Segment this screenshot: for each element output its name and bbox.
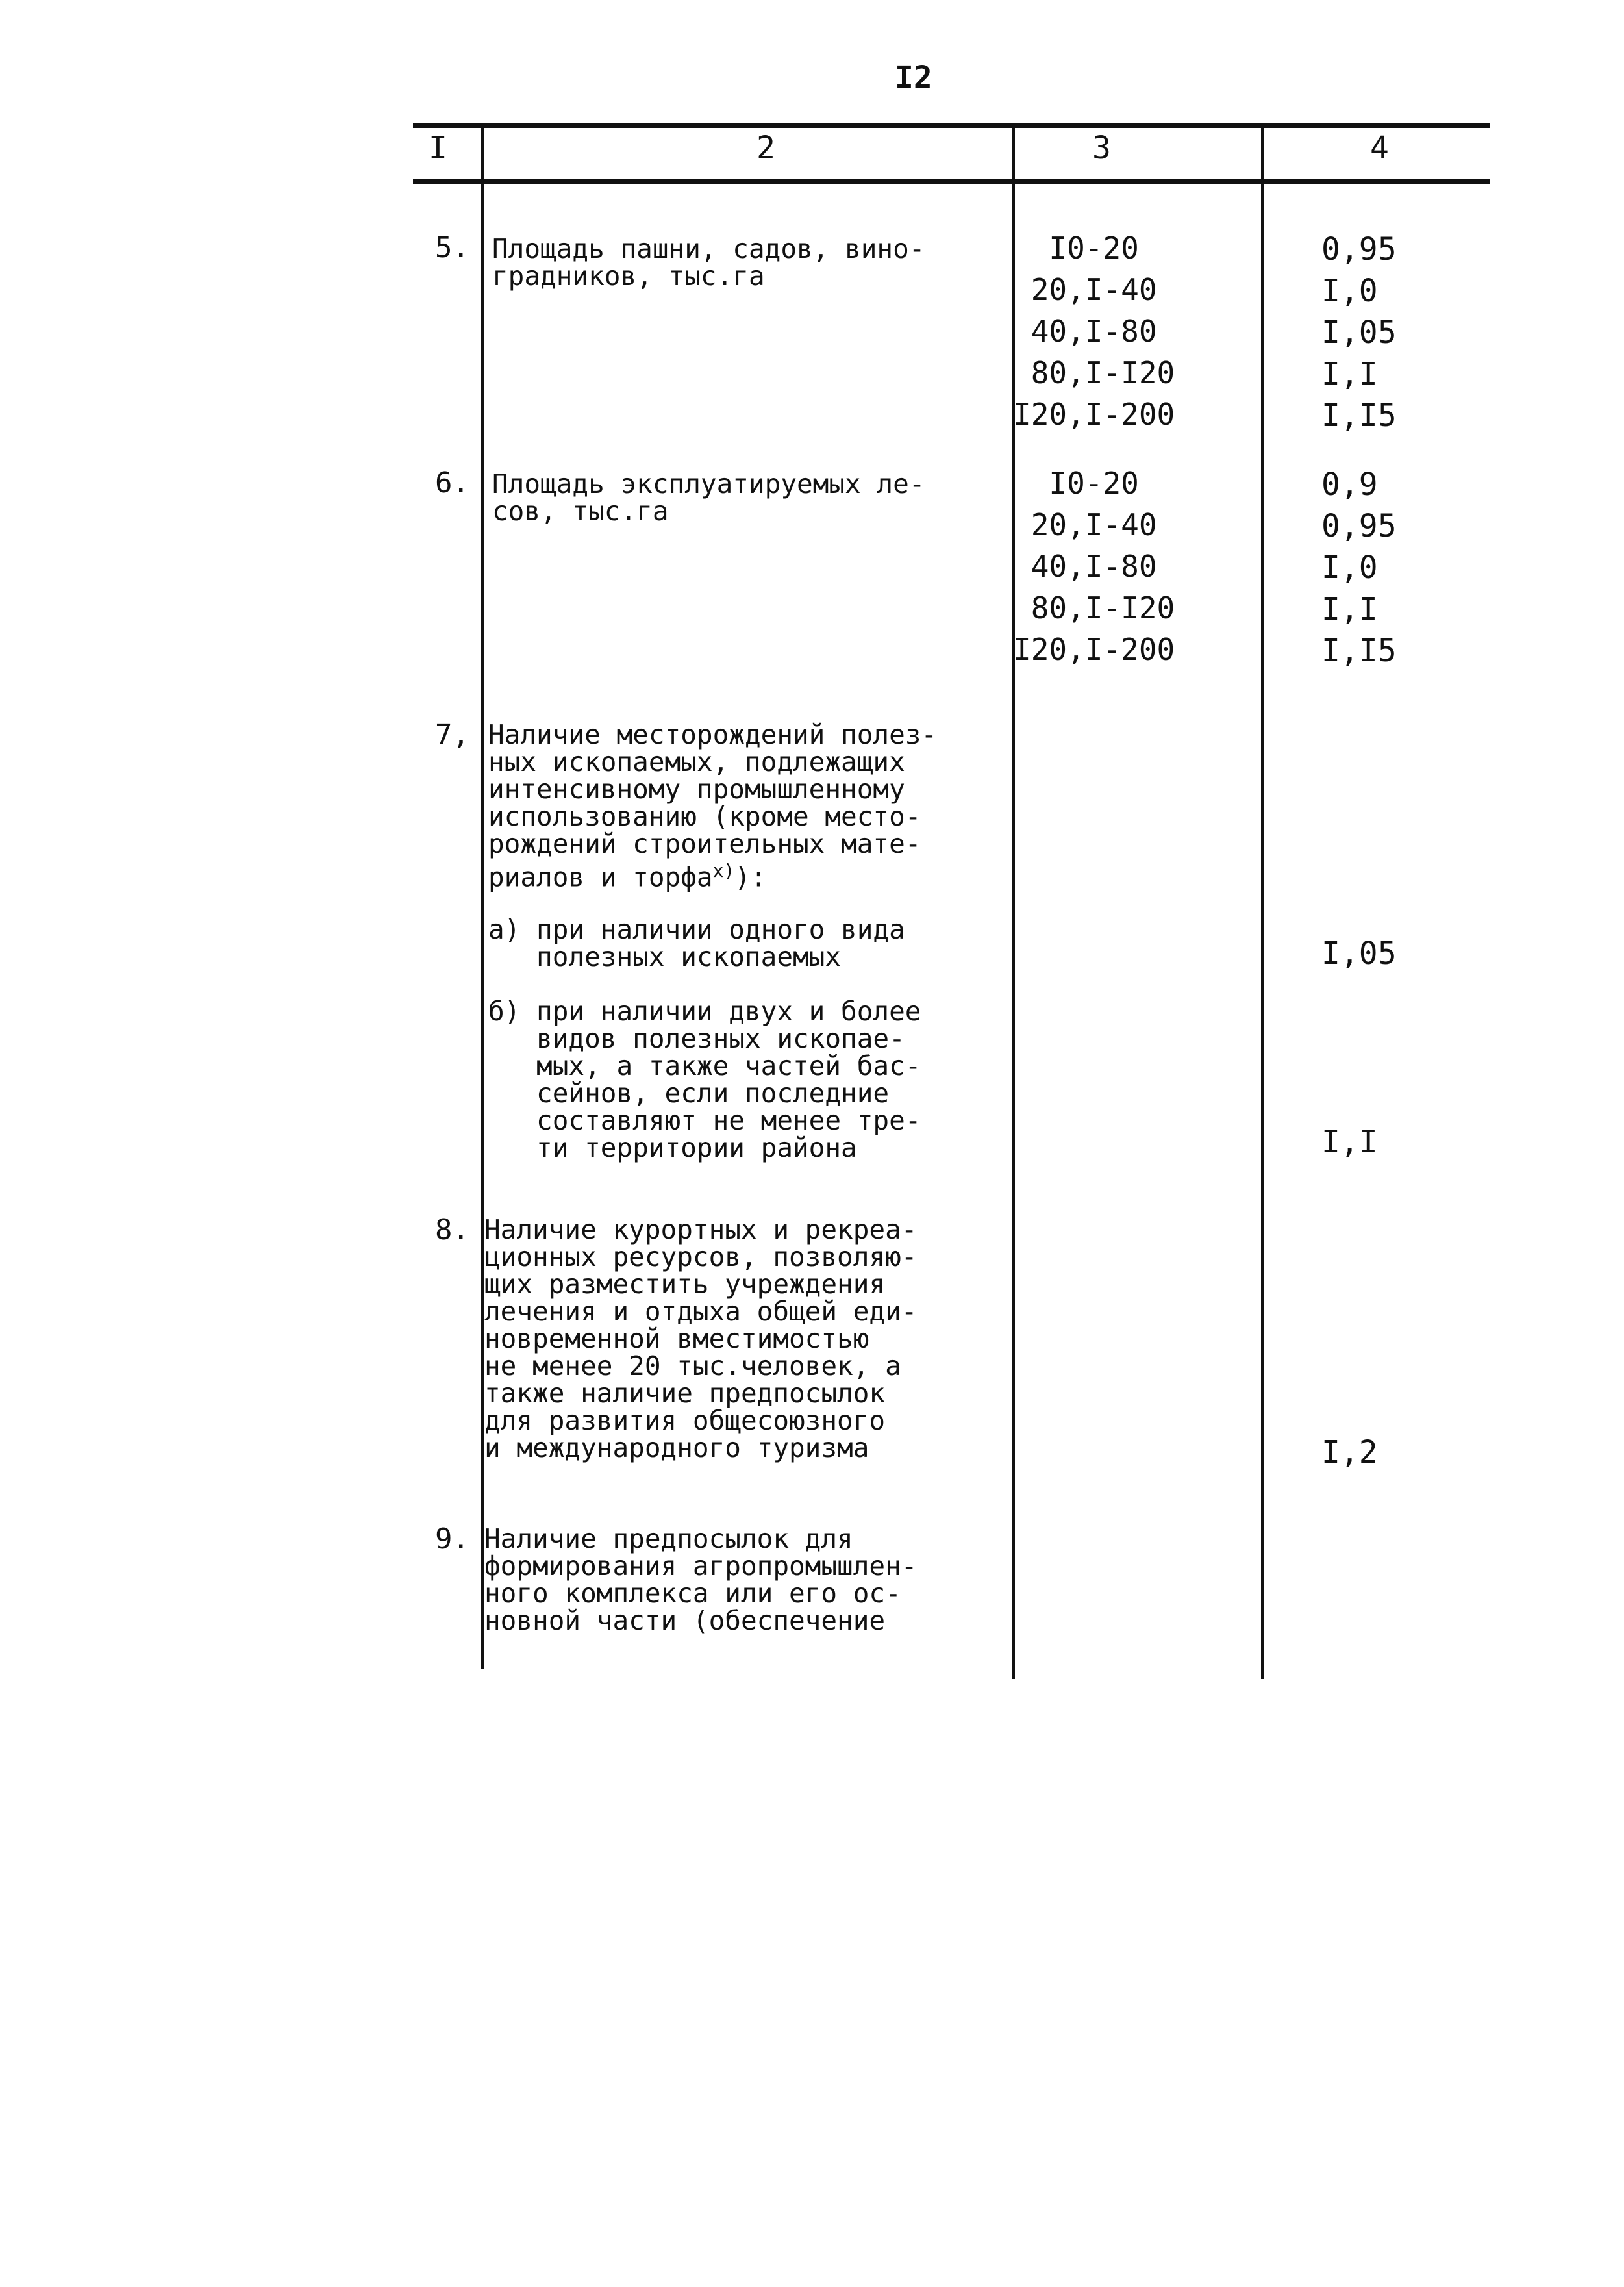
column-header-1: I [429, 130, 447, 166]
column-header-4: 4 [1370, 130, 1389, 166]
row-5-description: Площадь пашни, садов, вино- градников, тыс.га [492, 233, 925, 292]
row-8-coefficient: I,2 [1321, 1434, 1378, 1471]
row-5-coefficients: 0,95 I,0 I,05 I,I I,I5 [1321, 231, 1397, 434]
row-7b-coefficient: I,I [1321, 1124, 1378, 1160]
row-number-5: 5. [435, 231, 469, 264]
header-bottom-rule [413, 179, 1490, 184]
row-number-7: 7, [435, 718, 469, 752]
page-number: I2 [895, 60, 932, 96]
row-6-coefficients: 0,9 0,95 I,0 I,I I,I5 [1321, 466, 1397, 669]
row-6-ranges: I0-20 20,I-40 40,I-80 80,I-I20 I20,I-200 [1013, 466, 1175, 667]
row-6-description: Площадь эксплуатируемых ле- сов, тыс.га [492, 468, 925, 527]
column-divider-3 [1261, 123, 1264, 1679]
row-number-8: 8. [435, 1213, 469, 1246]
table-top-rule [413, 123, 1490, 128]
column-header-2: 2 [756, 130, 775, 166]
row-7-sub-a: а) при наличии одного вида полезных ископаемых [488, 914, 905, 972]
column-divider-1 [481, 123, 484, 1669]
row-number-9: 9. [435, 1523, 469, 1556]
footnote-mark: x) [712, 860, 735, 881]
row-number-6: 6. [435, 466, 469, 499]
column-header-3: 3 [1092, 130, 1111, 166]
row-9-description: Наличие предпосылок для формирования агропромышлен- ного комплекса или его ос- новной части (обеспечение [484, 1523, 918, 1636]
row-8-description: Наличие курортных и рекреа- ционных ресурсов, позволяю- щих разместить учреждения лечения и отдыха общей еди- новременной вместимостью не менее 20 тыс.человек, а также наличие предпосылок для развития общесоюзного и международного туризма [484, 1214, 918, 1463]
row-5-ranges: I0-20 20,I-40 40,I-80 80,I-I20 I20,I-200 [1013, 231, 1175, 432]
row-7a-coefficient: I,05 [1321, 935, 1397, 972]
row-7-sub-b: б) при наличии двух и более видов полезных ископае- мых, а также частей бас- сейнов, если последние составляют не менее тре- ти территории района [488, 996, 921, 1163]
row-7-description: Наличие месторождений полез- ных ископаемых, подлежащих интенсивному промышленному использованию (кроме место- рождений строительных мате- риалов и торфа$^{x)}$): [488, 719, 938, 893]
